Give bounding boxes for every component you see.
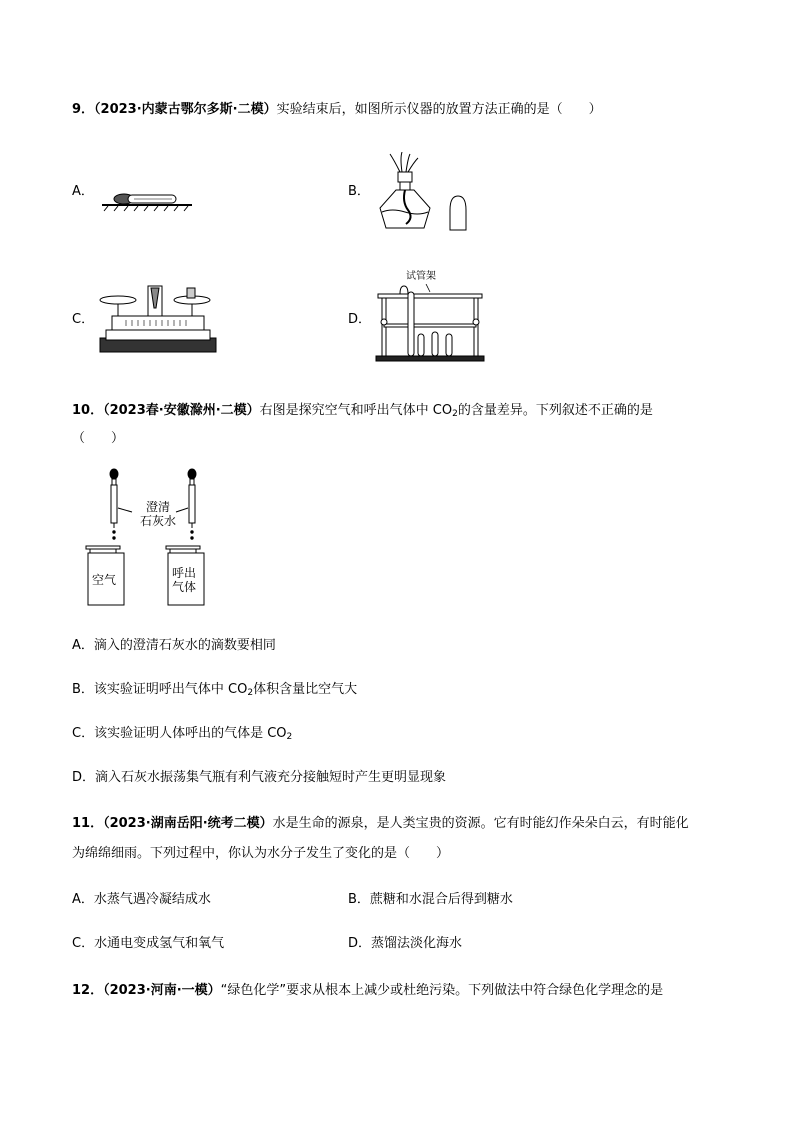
option-9c-label: C． — [72, 312, 95, 327]
question-9-source: （2023·内蒙古鄂尔多斯·二模） — [94, 102, 277, 117]
option-10c — [72, 725, 292, 743]
option-11d: D．蒸馏法淡化海水 — [348, 936, 463, 951]
question-12-number: 12． — [72, 983, 104, 998]
option-9b-label: B． — [348, 184, 370, 199]
option-10c-subscript: 2 — [286, 732, 293, 742]
test-tube-rack-figure — [374, 284, 486, 364]
option-9a-label: A． — [72, 184, 94, 199]
question-12-stem — [72, 982, 663, 1000]
option-11c: C．水通电变成氢气和氧气 — [72, 936, 225, 951]
co2-experiment-figure — [84, 468, 224, 608]
test-tube-rack-caption: 试管架 — [406, 271, 436, 282]
question-11-source: （2023·湖南岳阳·统考二模） — [103, 816, 273, 831]
bottle-exhaled-line2: 气体 — [172, 580, 197, 594]
question-10-text — [260, 403, 653, 418]
bottle-exhaled-line1: 呼出 — [172, 566, 197, 580]
question-10-number: 10． — [72, 403, 104, 418]
test-tube-on-table-figure — [98, 186, 194, 212]
question-11-number: 11． — [72, 816, 104, 831]
question-9-text: 实验结束后，如图所示仪器的放置方法正确的是（ ） — [276, 102, 602, 117]
question-11-stem-line2: 为绵绵细雨。下列过程中，你认为水分子发生了变化的是（ ） — [72, 846, 450, 861]
question-11-text-line1: 水是生命的源泉，是人类宝贵的资源。它有时能幻作朵朵白云，有时能化 — [272, 816, 689, 831]
bottle-exhaled-label — [172, 566, 196, 594]
option-10b-subscript: 2 — [247, 688, 254, 698]
question-10-paren: （ ） — [72, 431, 125, 446]
bottle-air-label: 空气 — [92, 573, 117, 587]
option-10d: D．滴入石灰水振荡集气瓶有利气液充分接触短时产生更明显现象 — [72, 770, 447, 785]
question-10-stem — [72, 402, 653, 420]
option-10b — [72, 681, 357, 699]
option-10c-part1: C．该实验证明人体呼出的气体是 CO — [72, 726, 287, 741]
limewater-label-line1: 澄清 — [145, 500, 170, 514]
question-10-text-part2: 的含量差异。下列叙述不正确的是 — [457, 403, 653, 418]
question-9-number: 9． — [72, 102, 95, 117]
option-10b-part1: B．该实验证明呼出气体中 CO — [72, 682, 248, 697]
question-11-stem-line1 — [72, 815, 689, 833]
question-10-source: （2023春·安徽滁州·二模） — [103, 403, 260, 418]
question-10-subscript: 2 — [452, 409, 458, 419]
option-10a: A．滴入的澄清石灰水的滴数要相同 — [72, 638, 276, 653]
option-10b-part2: 体积含量比空气大 — [253, 682, 358, 697]
question-12-text: “绿色化学”要求从根本上减少或杜绝污染。下列做法中符合绿色化学理念的是 — [220, 983, 664, 998]
question-9-stem — [72, 101, 602, 119]
option-11b: B．蔗糖和水混合后得到糖水 — [348, 892, 513, 907]
alcohol-lamp-figure — [372, 152, 472, 234]
option-9d-label: D． — [348, 312, 372, 327]
limewater-label — [136, 500, 180, 528]
question-10-text-part1: 右图是探究空气和呼出气体中 CO — [259, 403, 453, 418]
option-11a: A．水蒸气遇冷凝结成水 — [72, 892, 211, 907]
balance-scale-figure — [96, 282, 220, 358]
question-12-source: （2023·河南·一模） — [103, 983, 221, 998]
limewater-label-line2: 石灰水 — [139, 514, 176, 528]
